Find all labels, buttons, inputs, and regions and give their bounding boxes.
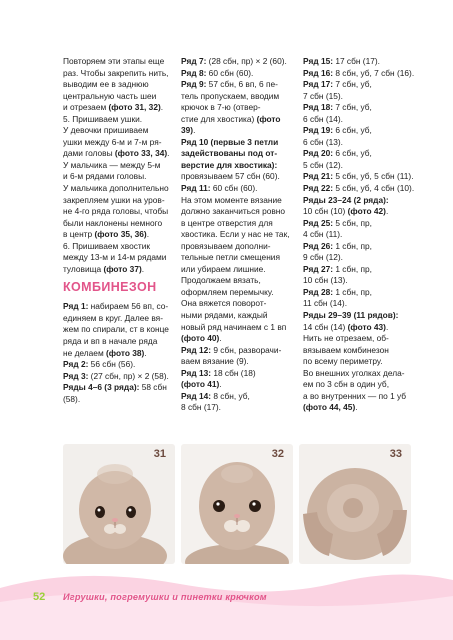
text: 6 сбн (14). [303, 113, 343, 124]
text: 8 сбн, уб, 7 сбн (16). [333, 67, 415, 78]
text: 4 сбн (11). [303, 229, 343, 240]
instruction-line [181, 125, 293, 137]
instruction-line [181, 171, 293, 183]
instruction-line [303, 79, 413, 91]
instruction-line [303, 160, 413, 172]
instruction-line [303, 148, 413, 160]
text: вязываем комбинезон [303, 344, 389, 355]
text: 5 сбн (12). [303, 159, 343, 170]
text: хвостика. Если у нас не так, [181, 229, 290, 240]
text: и отрезаем [63, 102, 109, 113]
text: тельные петли смещения [181, 252, 280, 263]
text: 9 сбн, разворачи- [211, 344, 282, 355]
instruction-line [303, 275, 413, 287]
instruction-line [63, 125, 173, 137]
text: У девочки пришиваем [63, 125, 149, 136]
bold-text: Ряд 9: [181, 79, 207, 90]
instruction-line [63, 313, 173, 325]
text: 6. Пришиваем хвостик [63, 240, 151, 251]
instruction-line [181, 322, 293, 334]
bold-text: Ряды 23–24 (2 ряда): [303, 194, 389, 205]
instruction-line [181, 160, 293, 172]
bold-text: Ряд 8: [181, 67, 207, 78]
instruction-line [181, 310, 293, 322]
bold-text: Ряд 26: [303, 240, 333, 251]
instruction-line [303, 195, 413, 207]
text: между 13-м и 14-м рядами [63, 252, 167, 263]
text: жем по спирали, ст в конце [63, 324, 169, 335]
bold-text: Ряд 11: [181, 183, 211, 194]
text: У мальчика — между 5-м [63, 159, 161, 170]
instruction-line [303, 356, 413, 368]
text: У мальчика дополнительно [63, 183, 169, 194]
text: в центре отверстия для [181, 217, 273, 228]
instruction-line [303, 264, 413, 276]
instruction-line [181, 206, 293, 218]
bold-text: (фото 37) [103, 263, 142, 274]
text: 10 сбн (10) [303, 206, 348, 217]
bold-text: Ряд 17: [303, 79, 333, 90]
page-number: 52 [33, 591, 46, 603]
instruction-line [181, 241, 293, 253]
instruction-line [303, 368, 413, 380]
instruction-line [63, 137, 173, 149]
text: 7 сбн, уб, [333, 102, 372, 113]
instruction-line [63, 171, 173, 183]
instruction-line [63, 56, 173, 68]
text: ными рядами, каждый [181, 310, 268, 321]
instruction-line [181, 183, 293, 195]
bold-text: Ряд 22: [303, 183, 333, 194]
text: . [385, 321, 389, 332]
text: 18 сбн (18) [211, 367, 256, 378]
instruction-line [181, 148, 293, 160]
bold-text: (фото 40) [181, 333, 220, 344]
text: и 6-м рядами головы. [63, 171, 147, 182]
footer-book-title: Игрушки, погремушки и пинетки крючком [63, 592, 267, 602]
text: ряда и вп в начале ряда [63, 336, 158, 347]
text-column-1 [63, 56, 173, 405]
instruction-line [303, 402, 413, 414]
text: 1 сбн, пр, [333, 240, 372, 251]
bold-text: Ряд 1: [63, 301, 89, 312]
bold-text: Ряд 15: [303, 56, 333, 66]
instruction-line [63, 382, 173, 394]
text: 60 сбн (60). [206, 67, 254, 78]
text: . [385, 206, 389, 217]
instruction-line [181, 195, 293, 207]
bold-text: Ряд 19: [303, 125, 333, 136]
instruction-line [303, 102, 413, 114]
instruction-line [63, 79, 173, 91]
instruction-line [63, 183, 173, 195]
photo-number: 33 [389, 448, 402, 460]
instruction-line [63, 148, 173, 160]
text: или убираем лишние. [181, 263, 266, 274]
bold-text: (фото [256, 113, 281, 124]
text: в центр [63, 229, 95, 240]
text: 14 сбн (14) [303, 321, 348, 332]
instruction-line [181, 402, 293, 414]
instruction-line [181, 264, 293, 276]
text: 1 сбн, пр, [333, 263, 372, 274]
text: На этом моменте вязание [181, 194, 282, 205]
instruction-line [181, 252, 293, 264]
bold-text: Ряд 18: [303, 102, 333, 113]
text: . [146, 229, 150, 240]
text: (58). [63, 393, 81, 404]
instruction-line [63, 336, 173, 348]
bold-text: Ряд 14: [181, 390, 211, 401]
instruction-line [63, 218, 173, 230]
bunny-head-front-image [63, 444, 175, 564]
bold-text: Ряд 27: [303, 263, 333, 274]
instruction-line [63, 252, 173, 264]
instruction-line [63, 102, 173, 114]
instruction-line [63, 371, 173, 383]
text: провязываем дополни- [181, 240, 271, 251]
instruction-line [63, 68, 173, 80]
instruction-line [303, 287, 413, 299]
bold-text: Ряд 13: [181, 367, 211, 378]
text-column-2 [181, 56, 293, 414]
instruction-line [303, 206, 413, 218]
instruction-line [303, 252, 413, 264]
photo-33 [299, 444, 411, 564]
bold-text: (фото 43) [347, 321, 386, 332]
instruction-line [181, 275, 293, 287]
text: раз. Чтобы закрепить нить, [63, 67, 169, 78]
instruction-line [181, 91, 293, 103]
section-heading: КОМБИНЕЗОН [63, 280, 157, 295]
text: новый ряд начинаем с 1 вп [181, 321, 287, 332]
text: (27 сбн, пр) × 2 (58). [88, 370, 169, 381]
text: 10 сбн (13). [303, 275, 348, 286]
text: . [219, 333, 222, 344]
bold-text: Ряды 4–6 (3 ряда): [63, 382, 140, 393]
text: 8 сбн, уб, [211, 390, 250, 401]
text: 7 сбн, уб, [333, 79, 372, 90]
instruction-line [303, 310, 413, 322]
instruction-line [63, 301, 173, 313]
instruction-line [63, 324, 173, 336]
instruction-line [181, 345, 293, 357]
bold-text: Ряд 10 (первые 3 петли [181, 136, 279, 147]
instruction-line [303, 333, 413, 345]
text: . [144, 347, 147, 358]
text: ем по 3 сбн в один уб, [303, 379, 390, 390]
instruction-line [303, 322, 413, 334]
text: ушки между 6-м и 7-м ря- [63, 136, 162, 147]
text: Нить не отрезаем, об- [303, 333, 389, 344]
bold-text: Ряд 12: [181, 344, 211, 355]
text: выводим ее в заднюю [63, 79, 149, 90]
text: . [193, 125, 196, 136]
text: должно заканчиться ровно [181, 206, 286, 217]
bold-text: Ряд 16: [303, 67, 333, 78]
instruction-line [181, 379, 293, 391]
instruction-line [181, 56, 293, 68]
text: провязываем 57 сбн (60). [181, 171, 280, 182]
bold-text: (фото 33, 34) [114, 148, 168, 159]
instruction-line [303, 183, 413, 195]
text: . [160, 102, 164, 113]
bold-text: (фото 38) [106, 347, 145, 358]
text: 56 сбн (56). [88, 359, 136, 370]
bold-text: Ряд 20: [303, 148, 333, 159]
instruction-line [303, 345, 413, 357]
footer-band-decoration [0, 570, 453, 640]
instruction-line [181, 102, 293, 114]
bold-text: 39) [181, 125, 194, 136]
text: Во внешних уголках дела- [303, 367, 405, 378]
instruction-line [303, 68, 413, 80]
bold-text: Ряд 3: [63, 370, 89, 381]
instruction-line [303, 91, 413, 103]
photo-number: 31 [153, 448, 166, 460]
text: набираем 56 вп, со- [88, 301, 169, 312]
instruction-line [63, 160, 173, 172]
instruction-line [303, 137, 413, 149]
instruction-line [303, 379, 413, 391]
text: 57 сбн, 6 вп, 6 пе- [206, 79, 278, 90]
instruction-line [63, 241, 173, 253]
text: тель пропускаем, вводим [181, 90, 280, 101]
instruction-line [181, 287, 293, 299]
instruction-line [303, 125, 413, 137]
text: были наклонены немного [63, 217, 163, 228]
text: (28 сбн, пр) × 2 (60). [206, 56, 287, 66]
instruction-line [181, 114, 293, 126]
text: единяем в круг. Далее вя- [63, 312, 163, 323]
instruction-line [303, 241, 413, 253]
instruction-line [181, 333, 293, 345]
instruction-line [303, 298, 413, 310]
text: 8 сбн (17). [181, 402, 221, 413]
bold-text: Ряд 21: [303, 171, 333, 182]
bold-text: верстие для хвостика): [181, 159, 278, 170]
text: Повторяем эти этапы еще [63, 56, 165, 66]
instruction-line [63, 359, 173, 371]
instruction-line [181, 218, 293, 230]
text: 58 сбн [139, 382, 167, 393]
photo-31 [63, 444, 175, 564]
instruction-line [181, 368, 293, 380]
bold-text: (фото 42) [347, 206, 386, 217]
instruction-line [181, 137, 293, 149]
bold-text: Ряд 25: [303, 217, 333, 228]
instruction-line [181, 391, 293, 403]
text: 6 сбн (13). [303, 136, 343, 147]
text: Продолжаем вязать, [181, 275, 261, 286]
text: 5. Пришиваем ушки. [63, 113, 143, 124]
instruction-line [63, 264, 173, 276]
bold-text: задействованы под от- [181, 148, 278, 159]
bold-text: Ряд 7: [181, 56, 207, 66]
instruction-line [303, 56, 413, 68]
instruction-line [303, 218, 413, 230]
instruction-line [63, 195, 173, 207]
text: 6 сбн, уб, [333, 125, 372, 136]
text: 7 сбн (15). [303, 90, 343, 101]
text: по всему периметру. [303, 356, 383, 367]
text: . [167, 148, 170, 159]
text: туловища [63, 263, 104, 274]
bold-text: (фото 44, 45) [303, 402, 356, 413]
instruction-line [303, 391, 413, 403]
photo-number: 32 [271, 448, 284, 460]
instruction-line [181, 229, 293, 241]
text: закрепляем ушки на уров- [63, 194, 165, 205]
text: . [355, 402, 358, 413]
text-column-3 [303, 56, 413, 414]
bold-text: (фото 41) [181, 379, 220, 390]
text: 6 сбн, уб, [333, 148, 372, 159]
bold-text: (фото 35, 36) [94, 229, 147, 240]
text: не 4-го ряда головы, чтобы [63, 206, 169, 217]
bunny-ear-attachment-image [299, 444, 411, 564]
text: 5 сбн, уб, 4 сбн (10). [333, 183, 415, 194]
text: . [219, 379, 222, 390]
text: стие для хвостика) [181, 113, 257, 124]
instruction-line [63, 394, 173, 406]
instruction-line [63, 348, 173, 360]
bold-text: Ряд 2: [63, 359, 89, 370]
text: ваем вязание (9). [181, 356, 249, 367]
bunny-head-closeup-image [181, 444, 293, 564]
text: а во внутренних — по 1 уб [303, 390, 407, 401]
bold-text: Ряды 29–39 (11 рядов): [303, 310, 399, 321]
text: . [141, 263, 145, 274]
instruction-line [303, 229, 413, 241]
text: 17 сбн (17). [333, 56, 380, 66]
text: 11 сбн (14). [303, 298, 348, 309]
bold-text: Ряд 28: [303, 286, 333, 297]
instruction-line [303, 171, 413, 183]
instruction-line [63, 206, 173, 218]
instruction-line [181, 68, 293, 80]
instruction-line [181, 298, 293, 310]
text: Она вяжется поворот- [181, 298, 267, 309]
instruction-line [181, 79, 293, 91]
text: крючок в 7-ю (отвер- [181, 102, 261, 113]
text: 1 сбн, пр, [333, 286, 372, 297]
text: не делаем [63, 347, 107, 358]
text: дами головы [63, 148, 115, 159]
instruction-line [181, 356, 293, 368]
text: 60 сбн (60). [210, 183, 258, 194]
instruction-line [63, 114, 173, 126]
text: оформляем перемычку. [181, 286, 274, 297]
text: центральную часть шеи [63, 90, 157, 101]
photo-32 [181, 444, 293, 564]
text: 5 сбн, уб, 5 сбн (11). [333, 171, 414, 182]
instruction-line [63, 229, 173, 241]
text: 5 сбн, пр, [333, 217, 372, 228]
text: 9 сбн (12). [303, 252, 343, 263]
bold-text: (фото 31, 32) [108, 102, 161, 113]
instruction-line [303, 114, 413, 126]
instruction-line [63, 91, 173, 103]
